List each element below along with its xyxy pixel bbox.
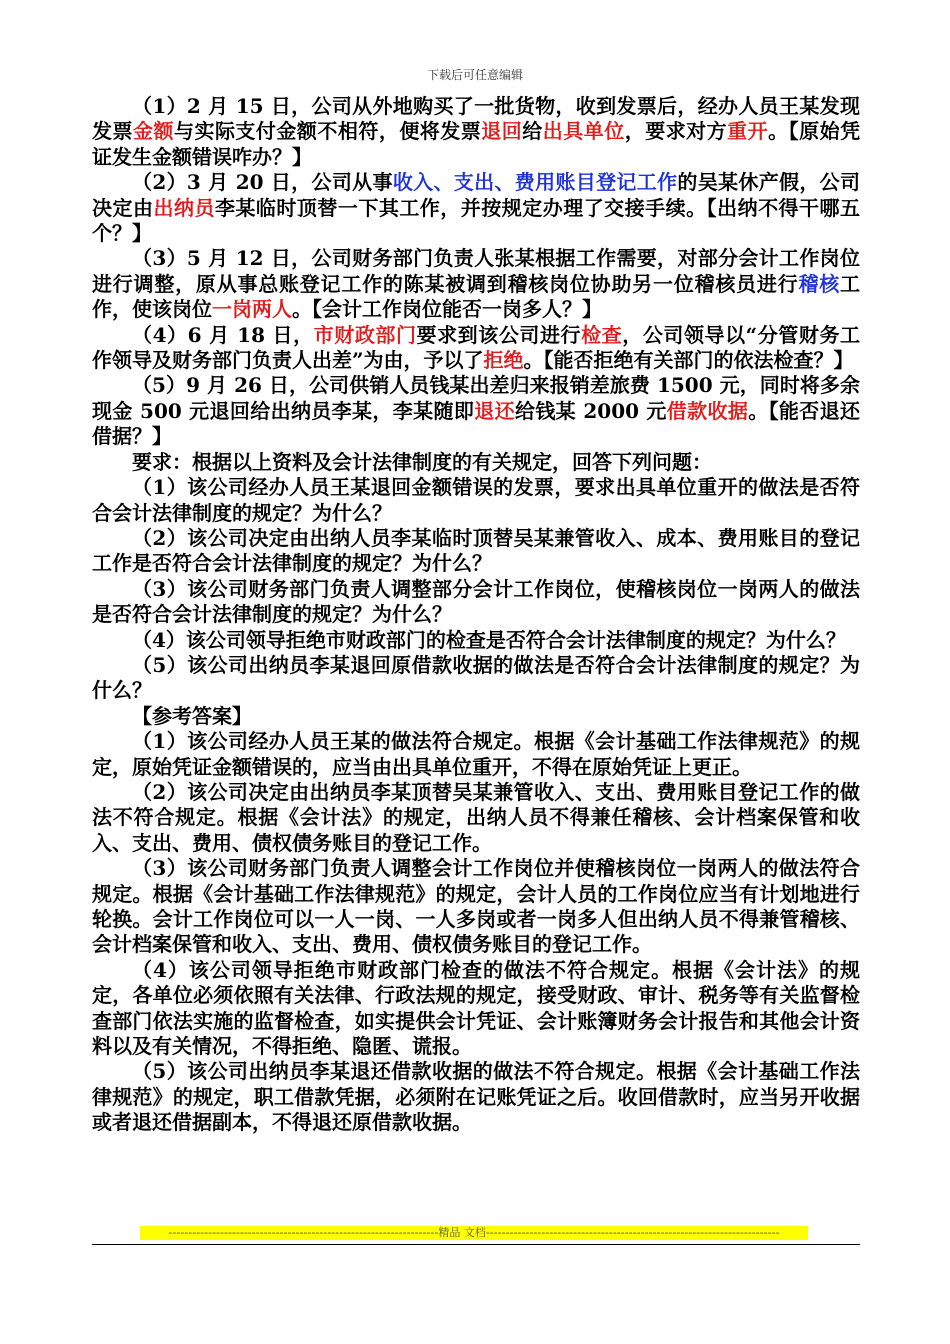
case-text: 。【能否退还借据？】: [92, 398, 861, 449]
page-header: 下载后可任意编辑: [426, 68, 523, 82]
highlighted-term: 拒绝: [483, 348, 524, 373]
question-item: （2）该公司决定由出纳人员李某临时顶替吴某兼管收入、成本、费用账目的登记工作是否符合会计法律制度的规定？为什么？: [92, 525, 860, 576]
case-paragraph: [92, 323, 860, 374]
case-text: （3）5 月 12 日，公司财务部门负责人张某根据工作需要，对部分会计工作岗位进行调整，原从事总账登记工作的陈某被调到稽核岗位协助另一位稽核员进行: [92, 246, 860, 296]
highlighted-term: 收入、支出、费用账目登记工作: [392, 170, 678, 195]
case-paragraph: [92, 94, 860, 170]
footer-text: --------------------------------------------------------------------精品 文档--------------------------------------------------------------------------: [168, 1226, 780, 1239]
highlighted-term: 退还: [474, 398, 515, 423]
question-item: （5）该公司出纳员李某退回原借款收据的做法是否符合会计法律制度的规定？为什么？: [92, 652, 860, 703]
answer-item: （2）该公司决定由出纳员李某顶替吴某兼管收入、支出、费用账目登记工作的做法不符合规定。根据《会计法》的规定，出纳人员不得兼任稽核、会计档案保管和收入、支出、费用、债权债务账目的登记工作。: [92, 779, 860, 855]
footer-rule: [92, 1244, 860, 1245]
case-text: （2）3 月 20 日，公司从事: [132, 170, 393, 195]
question-item: （3）该公司财务部门负责人调整部分会计工作岗位，使稽核岗位一岗两人的做法是否符合会计法律制度的规定？为什么？: [92, 576, 860, 627]
highlighted-term: 退回: [481, 119, 523, 144]
answer-item: （1）该公司经办人员王某的做法符合规定。根据《会计基础工作法律规范》的规定，原始凭证金额错误的，应当由出具单位重开，不得在原始凭证上更正。: [92, 729, 860, 779]
highlighted-term: 出纳员: [153, 195, 215, 220]
question-item: （4）该公司领导拒绝市财政部门的检查是否符合会计法律制度的规定？为什么？: [132, 627, 846, 652]
case-paragraph: [92, 170, 860, 246]
case-text: （4）6 月 18 日，: [132, 322, 314, 347]
highlighted-term: 出具单位: [542, 119, 625, 144]
requirement-intro: 要求：根据以上资料及会计法律制度的有关规定，回答下列问题：: [132, 449, 712, 474]
case-paragraph: [92, 246, 860, 322]
case-text: 与实际支付金额不相符，便将发票: [173, 119, 482, 144]
case-text: ，公司领导以“分管财务工作领导及财务部门负责人出差”为由，予以了: [92, 322, 861, 373]
highlighted-term: 借款收据: [666, 398, 749, 423]
case-text: 。【原始凭证发生金额错误咋办？】: [92, 119, 861, 169]
question-item: （1）该公司经办人员王某退回金额错误的发票，要求出具单位重开的做法是否符合会计法律制度的规定？为什么？: [92, 475, 860, 525]
question-list: [92, 475, 860, 704]
case-text: 工作，使该岗位: [92, 271, 861, 322]
highlighted-term: 稽核: [798, 271, 841, 296]
answer-heading: 【参考答案】: [132, 703, 252, 728]
case-text: 李某临时顶替一下其工作，并按规定办理了交接手续。【出纳不得干哪五个？】: [92, 195, 861, 246]
case-section: [92, 94, 860, 450]
case-text: 给钱某 2000 元: [514, 398, 667, 423]
highlighted-term: 检查: [581, 322, 623, 347]
case-text: 的吴某休产假，公司决定由: [92, 170, 861, 220]
highlighted-term: 金额: [132, 119, 174, 144]
document-body: [92, 94, 860, 1136]
case-text: 。【能否拒绝有关部门的依法检查？】: [523, 348, 854, 373]
highlighted-term: 一岗两人: [212, 297, 292, 322]
answer-item: （3）该公司财务部门负责人调整会计工作岗位并使稽核岗位一岗两人的做法符合规定。根据《会计基础工作法律规范》的规定，会计人员的工作岗位应当有计划地进行轮换。会计工作岗位可以一人一岗、一人多岗或者一岗多人但出纳人员不得兼管稽核、会计档案保管和收入、支出、费用、债权债务账目的登记工作。: [92, 856, 860, 957]
case-text: （5）9 月 26 日，公司供销人员钱某出差归来报销差旅费 1500 元，同时将多余现金 500 元退回给出纳员李某，李某随即: [92, 373, 860, 423]
answer-item: （4）该公司领导拒绝市财政部门检查的做法不符合规定。根据《会计法》的规定，各单位必须依照有关法律、行政法规的规定，接受财政、审计、税务等有关监督检查部门依法实施的监督检查，如实提供会计凭证、会计账簿财务会计报告和其他会计资料以及有关情况，不得拒绝、隐匿、谎报。: [92, 957, 860, 1059]
answer-item: （5）该公司出纳员李某退还借款收据的做法不符合规定。根据《会计基础工作法律规范》的规定，职工借款凭据，必须附在记账凭证之后。收回借款时，应当另开收据或者退还借据副本，不得退还原借款收据。: [92, 1059, 860, 1135]
highlighted-term: 重开: [727, 119, 769, 144]
highlighted-term: 市财政部门: [313, 322, 417, 347]
case-text: （1）2 月 15 日，公司从外地购买了一批货物，收到发票后，经办人员王某发现发票: [92, 94, 860, 144]
case-text: 要求到该公司进行: [416, 322, 582, 347]
case-paragraph: [92, 373, 860, 449]
case-text: 。【会计工作岗位能否一岗多人？】: [292, 297, 602, 322]
case-text: 给: [522, 119, 543, 144]
case-text: ，要求对方: [624, 119, 728, 144]
answer-list: [92, 729, 860, 1136]
